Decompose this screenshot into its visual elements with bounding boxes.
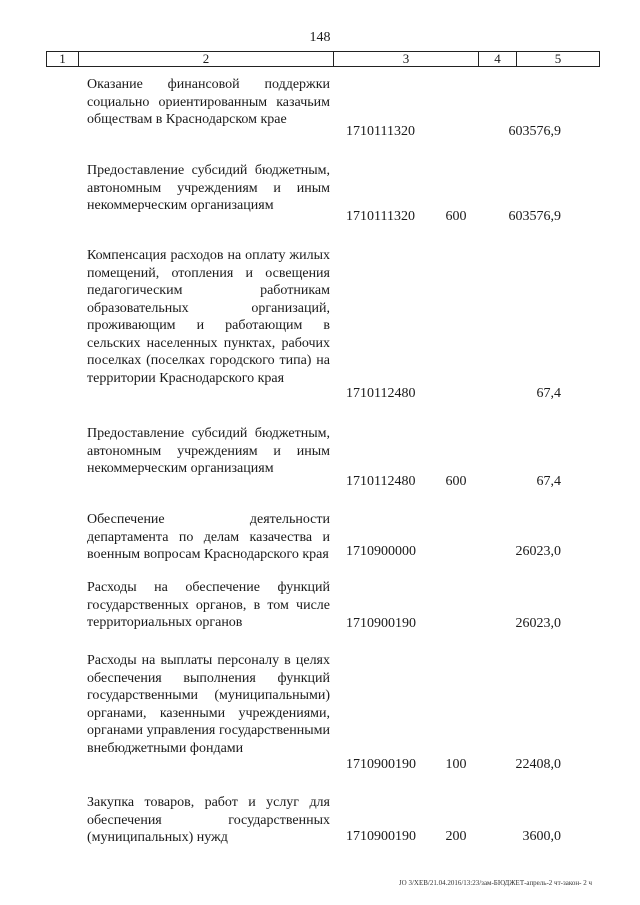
row-amount: 603576,9 [508, 124, 561, 139]
column-header-3: 3 [334, 52, 479, 66]
row-expense-type: 600 [445, 474, 467, 489]
row-description: Оказание финансовой поддержки социально ориентированным казачьим обществам в Краснодарском крае [87, 77, 330, 127]
row-description: Предоставление субсидий бюджетным, автономным учреждениям и иным некоммерческим организациям [87, 163, 330, 213]
row-expense-type: 100 [445, 757, 467, 772]
row-expense-type: 600 [445, 209, 467, 224]
row-code: 1710900190 [346, 829, 416, 844]
row-expense-type: 200 [445, 829, 467, 844]
row-description: Компенсация расходов на оплату жилых помещений, отопления и освещения педагогическим работникам образовательных организаций, проживающим и работающим в сельских населенных пунктах, рабочих поселках (поселках городского типа) на территории Краснодарского края [87, 248, 330, 386]
row-amount: 22408,0 [515, 757, 561, 772]
row-description: Расходы на обеспечение функций государственных органов, в том числе территориальных органов [87, 580, 330, 630]
row-amount: 26023,0 [515, 544, 561, 559]
column-header-1: 1 [47, 52, 79, 66]
page-number: 148 [309, 30, 331, 45]
row-code: 1710900190 [346, 616, 416, 631]
column-header-5: 5 [554, 51, 562, 66]
row-description: Обеспечение деятельности департамента по делам казачества и военным вопросам Краснодарского края [87, 512, 330, 562]
footer-file-stamp: JO 3/XEB/21.04.2016/13:23/зам-БЮДЖЕТ-апрель-2 чт-закон- 2 ч [398, 879, 592, 887]
row-amount: 67,4 [536, 386, 561, 401]
column-header-4: 4 [479, 52, 517, 66]
row-code: 1710111320 [346, 209, 415, 224]
row-amount: 3600,0 [522, 829, 561, 844]
row-code: 1710900190 [346, 757, 416, 772]
row-code: 1710112480 [346, 474, 416, 489]
table-header-row [46, 51, 600, 67]
row-amount: 603576,9 [508, 209, 561, 224]
row-amount: 26023,0 [515, 616, 561, 631]
row-code: 1710111320 [346, 124, 415, 139]
column-header-2: 2 [79, 52, 334, 66]
row-description: Закупка товаров, работ и услуг для обеспечения государственных (муниципальных) нужд [87, 795, 330, 845]
row-description: Расходы на выплаты персоналу в целях обеспечения выполнения функций государственными (муниципальными) органами, казенными учреждениями, органами управления государственными внебюджетными фондами [87, 653, 330, 756]
row-description: Предоставление субсидий бюджетным, автономным учреждениям и иным некоммерческим организациям [87, 426, 330, 476]
row-amount: 67,4 [536, 474, 561, 489]
row-code: 1710900000 [346, 544, 416, 559]
row-code: 1710112480 [346, 386, 416, 401]
